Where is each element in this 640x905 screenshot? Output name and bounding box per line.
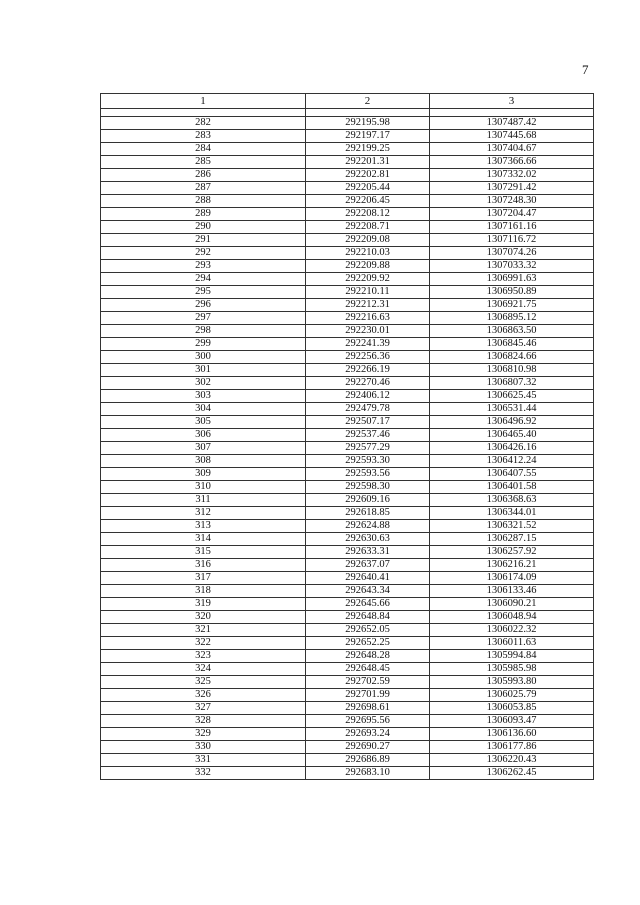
point-number-cell: 308 [101, 455, 306, 468]
x-coordinate-cell: 292686.89 [306, 754, 430, 767]
x-coordinate-cell: 292640.41 [306, 572, 430, 585]
y-coordinate-cell: 1306053.85 [430, 702, 594, 715]
y-coordinate-cell: 1306321.52 [430, 520, 594, 533]
table-row [101, 455, 594, 468]
page-number: 7 [582, 62, 589, 77]
y-coordinate-cell: 1306368.63 [430, 494, 594, 507]
y-coordinate-cell: 1306824.66 [430, 351, 594, 364]
y-coordinate-cell: 1306531.44 [430, 403, 594, 416]
x-coordinate-cell: 292209.92 [306, 273, 430, 286]
point-number-cell: 319 [101, 598, 306, 611]
point-number-cell: 290 [101, 221, 306, 234]
y-coordinate-cell: 1306025.79 [430, 689, 594, 702]
x-coordinate-cell: 292210.03 [306, 247, 430, 260]
point-number-cell: 283 [101, 130, 306, 143]
table-row [101, 533, 594, 546]
point-number-cell: 296 [101, 299, 306, 312]
table-row [101, 338, 594, 351]
point-number-cell: 317 [101, 572, 306, 585]
spacer-cell [430, 109, 594, 117]
y-coordinate-cell: 1307248.30 [430, 195, 594, 208]
y-coordinate-cell: 1307161.16 [430, 221, 594, 234]
y-coordinate-cell: 1306093.47 [430, 715, 594, 728]
x-coordinate-cell: 292241.39 [306, 338, 430, 351]
x-coordinate-cell: 292202.81 [306, 169, 430, 182]
point-number-cell: 323 [101, 650, 306, 663]
x-coordinate-cell: 292609.16 [306, 494, 430, 507]
x-coordinate-cell: 292197.17 [306, 130, 430, 143]
y-coordinate-cell: 1306991.63 [430, 273, 594, 286]
point-number-cell: 292 [101, 247, 306, 260]
column-header: 2 [306, 94, 430, 109]
table-row [101, 390, 594, 403]
x-coordinate-cell: 292577.29 [306, 442, 430, 455]
point-number-cell: 312 [101, 507, 306, 520]
point-number-cell: 324 [101, 663, 306, 676]
x-coordinate-cell: 292507.17 [306, 416, 430, 429]
table-row [101, 702, 594, 715]
table-row [101, 273, 594, 286]
x-coordinate-cell: 292683.10 [306, 767, 430, 780]
table-row [101, 481, 594, 494]
point-number-cell: 330 [101, 741, 306, 754]
point-number-cell: 306 [101, 429, 306, 442]
x-coordinate-cell: 292201.31 [306, 156, 430, 169]
table-row [101, 715, 594, 728]
point-number-cell: 301 [101, 364, 306, 377]
table-row [101, 234, 594, 247]
x-coordinate-cell: 292643.34 [306, 585, 430, 598]
y-coordinate-cell: 1305994.84 [430, 650, 594, 663]
point-number-cell: 325 [101, 676, 306, 689]
table-row [101, 650, 594, 663]
y-coordinate-cell: 1306426.16 [430, 442, 594, 455]
point-number-cell: 299 [101, 338, 306, 351]
table-row [101, 429, 594, 442]
point-number-cell: 327 [101, 702, 306, 715]
table-row [101, 507, 594, 520]
y-coordinate-cell: 1306407.55 [430, 468, 594, 481]
point-number-cell: 322 [101, 637, 306, 650]
table-row [101, 624, 594, 637]
y-coordinate-cell: 1306496.92 [430, 416, 594, 429]
table-row [101, 416, 594, 429]
x-coordinate-cell: 292537.46 [306, 429, 430, 442]
x-coordinate-cell: 292212.31 [306, 299, 430, 312]
x-coordinate-cell: 292216.63 [306, 312, 430, 325]
table-row [101, 130, 594, 143]
x-coordinate-cell: 292598.30 [306, 481, 430, 494]
x-coordinate-cell: 292206.45 [306, 195, 430, 208]
x-coordinate-cell: 292256.36 [306, 351, 430, 364]
table-row [101, 442, 594, 455]
table-row [101, 468, 594, 481]
y-coordinate-cell: 1306465.40 [430, 429, 594, 442]
spacer-cell [101, 109, 306, 117]
point-number-cell: 297 [101, 312, 306, 325]
table-row [101, 637, 594, 650]
y-coordinate-cell: 1306220.43 [430, 754, 594, 767]
x-coordinate-cell: 292205.44 [306, 182, 430, 195]
y-coordinate-cell: 1306257.92 [430, 546, 594, 559]
column-header: 3 [430, 94, 594, 109]
point-number-cell: 311 [101, 494, 306, 507]
point-number-cell: 320 [101, 611, 306, 624]
point-number-cell: 314 [101, 533, 306, 546]
y-coordinate-cell: 1306845.46 [430, 338, 594, 351]
point-number-cell: 309 [101, 468, 306, 481]
y-coordinate-cell: 1306090.21 [430, 598, 594, 611]
x-coordinate-cell: 292230.01 [306, 325, 430, 338]
x-coordinate-cell: 292270.46 [306, 377, 430, 390]
y-coordinate-cell: 1306863.50 [430, 325, 594, 338]
y-coordinate-cell: 1307033.32 [430, 260, 594, 273]
point-number-cell: 332 [101, 767, 306, 780]
y-coordinate-cell: 1307366.66 [430, 156, 594, 169]
x-coordinate-cell: 292652.25 [306, 637, 430, 650]
x-coordinate-cell: 292701.99 [306, 689, 430, 702]
y-coordinate-cell: 1307332.02 [430, 169, 594, 182]
table-row [101, 728, 594, 741]
y-coordinate-cell: 1306344.01 [430, 507, 594, 520]
table-row [101, 377, 594, 390]
y-coordinate-cell: 1306895.12 [430, 312, 594, 325]
table-row [101, 286, 594, 299]
point-number-cell: 328 [101, 715, 306, 728]
point-number-cell: 291 [101, 234, 306, 247]
point-number-cell: 284 [101, 143, 306, 156]
y-coordinate-cell: 1307074.26 [430, 247, 594, 260]
x-coordinate-cell: 292690.27 [306, 741, 430, 754]
point-number-cell: 315 [101, 546, 306, 559]
table-row [101, 676, 594, 689]
y-coordinate-cell: 1307445.68 [430, 130, 594, 143]
point-number-cell: 326 [101, 689, 306, 702]
x-coordinate-cell: 292593.30 [306, 455, 430, 468]
y-coordinate-cell: 1306262.45 [430, 767, 594, 780]
y-coordinate-cell: 1306174.09 [430, 572, 594, 585]
x-coordinate-cell: 292648.84 [306, 611, 430, 624]
x-coordinate-cell: 292208.12 [306, 208, 430, 221]
x-coordinate-cell: 292195.98 [306, 117, 430, 130]
point-number-cell: 331 [101, 754, 306, 767]
table-header-row [101, 94, 594, 109]
point-number-cell: 295 [101, 286, 306, 299]
x-coordinate-cell: 292209.88 [306, 260, 430, 273]
y-coordinate-cell: 1306133.46 [430, 585, 594, 598]
table-body [101, 109, 594, 780]
table-row [101, 546, 594, 559]
coordinates-table [100, 93, 594, 780]
y-coordinate-cell: 1306011.63 [430, 637, 594, 650]
column-header: 1 [101, 94, 306, 109]
point-number-cell: 293 [101, 260, 306, 273]
table-row [101, 156, 594, 169]
point-number-cell: 303 [101, 390, 306, 403]
point-number-cell: 287 [101, 182, 306, 195]
y-coordinate-cell: 1307291.42 [430, 182, 594, 195]
x-coordinate-cell: 292624.88 [306, 520, 430, 533]
table-row [101, 260, 594, 273]
table-row [101, 221, 594, 234]
table-row [101, 663, 594, 676]
y-coordinate-cell: 1306216.21 [430, 559, 594, 572]
y-coordinate-cell: 1305993.80 [430, 676, 594, 689]
y-coordinate-cell: 1306287.15 [430, 533, 594, 546]
x-coordinate-cell: 292199.25 [306, 143, 430, 156]
point-number-cell: 318 [101, 585, 306, 598]
table-row [101, 312, 594, 325]
table-row [101, 195, 594, 208]
x-coordinate-cell: 292479.78 [306, 403, 430, 416]
point-number-cell: 304 [101, 403, 306, 416]
table-row [101, 585, 594, 598]
table-row [101, 403, 594, 416]
x-coordinate-cell: 292637.07 [306, 559, 430, 572]
point-number-cell: 298 [101, 325, 306, 338]
point-number-cell: 286 [101, 169, 306, 182]
point-number-cell: 285 [101, 156, 306, 169]
x-coordinate-cell: 292648.28 [306, 650, 430, 663]
table-row [101, 299, 594, 312]
x-coordinate-cell: 292630.63 [306, 533, 430, 546]
y-coordinate-cell: 1307204.47 [430, 208, 594, 221]
y-coordinate-cell: 1306177.86 [430, 741, 594, 754]
x-coordinate-cell: 292698.61 [306, 702, 430, 715]
table-row [101, 520, 594, 533]
table-row [101, 182, 594, 195]
x-coordinate-cell: 292593.56 [306, 468, 430, 481]
y-coordinate-cell: 1306807.32 [430, 377, 594, 390]
x-coordinate-cell: 292406.12 [306, 390, 430, 403]
point-number-cell: 294 [101, 273, 306, 286]
x-coordinate-cell: 292266.19 [306, 364, 430, 377]
y-coordinate-cell: 1307404.67 [430, 143, 594, 156]
spacer-row [101, 109, 594, 117]
x-coordinate-cell: 292702.59 [306, 676, 430, 689]
y-coordinate-cell: 1305985.98 [430, 663, 594, 676]
point-number-cell: 329 [101, 728, 306, 741]
y-coordinate-cell: 1306625.45 [430, 390, 594, 403]
x-coordinate-cell: 292693.24 [306, 728, 430, 741]
y-coordinate-cell: 1306022.32 [430, 624, 594, 637]
x-coordinate-cell: 292648.45 [306, 663, 430, 676]
table-row [101, 689, 594, 702]
y-coordinate-cell: 1306048.94 [430, 611, 594, 624]
point-number-cell: 321 [101, 624, 306, 637]
x-coordinate-cell: 292210.11 [306, 286, 430, 299]
x-coordinate-cell: 292695.56 [306, 715, 430, 728]
x-coordinate-cell: 292633.31 [306, 546, 430, 559]
point-number-cell: 316 [101, 559, 306, 572]
table-row [101, 364, 594, 377]
x-coordinate-cell: 292645.66 [306, 598, 430, 611]
y-coordinate-cell: 1306412.24 [430, 455, 594, 468]
point-number-cell: 282 [101, 117, 306, 130]
point-number-cell: 307 [101, 442, 306, 455]
point-number-cell: 305 [101, 416, 306, 429]
table-row [101, 169, 594, 182]
y-coordinate-cell: 1306950.89 [430, 286, 594, 299]
spacer-cell [306, 109, 430, 117]
x-coordinate-cell: 292208.71 [306, 221, 430, 234]
y-coordinate-cell: 1306921.75 [430, 299, 594, 312]
y-coordinate-cell: 1306810.98 [430, 364, 594, 377]
point-number-cell: 300 [101, 351, 306, 364]
table-row [101, 494, 594, 507]
table-row [101, 325, 594, 338]
y-coordinate-cell: 1306136.60 [430, 728, 594, 741]
table-row [101, 598, 594, 611]
y-coordinate-cell: 1307116.72 [430, 234, 594, 247]
table-row [101, 208, 594, 221]
point-number-cell: 310 [101, 481, 306, 494]
table-row [101, 572, 594, 585]
table-row [101, 611, 594, 624]
table-row [101, 117, 594, 130]
table-row [101, 754, 594, 767]
x-coordinate-cell: 292618.85 [306, 507, 430, 520]
point-number-cell: 288 [101, 195, 306, 208]
table-row [101, 767, 594, 780]
y-coordinate-cell: 1307487.42 [430, 117, 594, 130]
point-number-cell: 289 [101, 208, 306, 221]
table-row [101, 559, 594, 572]
x-coordinate-cell: 292652.05 [306, 624, 430, 637]
point-number-cell: 313 [101, 520, 306, 533]
point-number-cell: 302 [101, 377, 306, 390]
table-row [101, 247, 594, 260]
table-row [101, 351, 594, 364]
y-coordinate-cell: 1306401.58 [430, 481, 594, 494]
table-row [101, 143, 594, 156]
x-coordinate-cell: 292209.08 [306, 234, 430, 247]
table-row [101, 741, 594, 754]
